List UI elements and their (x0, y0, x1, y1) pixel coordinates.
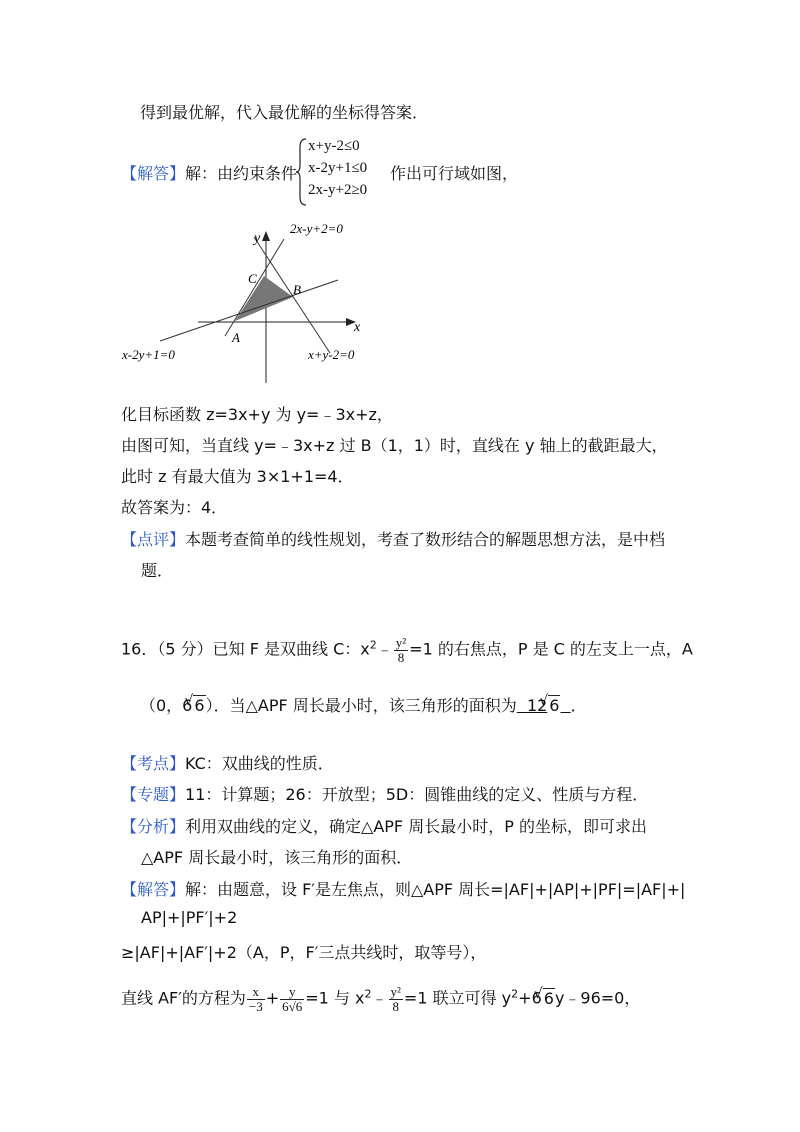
constraint-system (308, 135, 367, 201)
last-frac-1: $\frac{x}{-3}$ (248, 984, 263, 1014)
graph-label-C: C (248, 271, 257, 286)
question-16-line-1 (121, 636, 693, 664)
review-text: 本题考查简单的线性规划，考查了数形结合的解题思想方法，是中档 (185, 530, 666, 549)
review-line-2: 题． (141, 561, 174, 580)
jieda-line-3: ≥|AF|+|AF′|+2（A，P，F′三点共线时，取等号）， (121, 943, 487, 962)
graph-label-x: x (354, 320, 361, 335)
text-line-1: 得到最优解，代入最优解的坐标得答案． (140, 103, 429, 122)
last-frac-3: $\frac{\text{y²}}{8}$ (390, 984, 401, 1014)
fenxi-line (121, 814, 647, 837)
jieda-text: 解：由题意，设 F′是左焦点，则△APF 周长=|AF|+|AP|+|PF|=|AF|+| (185, 880, 686, 899)
last-line (121, 985, 640, 1013)
q16-tail: =1 的右焦点，P 是 C 的左支上一点，A (409, 639, 693, 659)
last-sq-2: 2 (511, 987, 519, 1001)
zhuanti-tag: 【专题】 (121, 785, 186, 804)
fenxi-tag: 【分析】 (121, 817, 186, 836)
last-plus: + (265, 988, 280, 1008)
jieda-tag: 【解答】 (121, 880, 186, 899)
zhuanti-text: 11：计算题；26：开放型；5D：圆锥曲线的定义、性质与方程． (185, 785, 649, 804)
para-1: 化目标函数 z=3x+y 为 y=﹣3x+z， (121, 405, 393, 424)
review-line (121, 527, 665, 550)
feasible-region-graph (118, 215, 378, 390)
para-2: 由图可知，当直线 y=﹣3x+z 过 B（1，1）时，直线在 y 轴上的截距最大， (121, 436, 668, 455)
last-minus: ﹣ (371, 988, 388, 1008)
q16-sq: 2 (369, 638, 377, 652)
question-16-line-2 (140, 693, 587, 716)
graph-label-line1: 2x-y+2=0 (290, 221, 343, 236)
jieda-line (121, 877, 685, 900)
last-pre: 直线 AF′的方程为 (121, 988, 246, 1008)
last-tail-2: +6 (518, 988, 542, 1008)
answer-line (121, 161, 297, 184)
last-mid: =1 与 x (305, 988, 365, 1008)
q16-line2-a: （0，6 (140, 696, 193, 715)
last-frac-2: $\frac{y}{6√6}$ (282, 984, 303, 1014)
graph-label-line2: x-2y+1=0 (122, 347, 175, 362)
last-tail-1: =1 联立可得 y (403, 988, 512, 1008)
q16-minus: ﹣ (376, 639, 393, 659)
q16-radical: √ 6 (193, 695, 205, 715)
zhuanti-line (121, 782, 648, 805)
constraint-3: 2x-y+2≥0 (308, 182, 368, 198)
answer-intro: 解：由约束条件 (185, 164, 298, 183)
brace (296, 137, 308, 207)
y-axis-arrow-icon (262, 231, 270, 241)
review-tag: 【点评】 (121, 530, 186, 549)
kaodian-line (121, 751, 334, 774)
answer-intro-tail: 作出可行域如图， (390, 164, 519, 183)
answer-tag: 【解答】 (121, 164, 186, 183)
line-x-2y+1 (160, 280, 338, 341)
constraint-1: x+y-2≤0 (308, 138, 360, 154)
jieda-line-2: AP|+|PF′|+2 (141, 908, 238, 927)
para-4: 故答案为：4． (121, 498, 228, 517)
q16-head: 16．（5 分）已知 F 是双曲线 C：x (121, 639, 370, 659)
kaodian-tag: 【考点】 (121, 754, 186, 773)
q16-line2-end: ． (570, 696, 587, 715)
kaodian-text: KC：双曲线的性质． (185, 754, 334, 773)
q16-frac-den: 8 (397, 649, 405, 665)
graph-label-A: A (232, 330, 240, 345)
fenxi-line-2: △APF 周长最小时，该三角形的面积． (141, 848, 413, 867)
q16-fraction (394, 636, 408, 664)
graph-label-line3: x+y-2=0 (308, 347, 355, 362)
graph-label-B: B (293, 282, 301, 297)
q16-frac-num: y² (395, 635, 407, 650)
last-radical: √ 6 (543, 988, 555, 1008)
para-3: 此时 z 有最大值为 3×1+1=4． (121, 467, 354, 486)
constraint-2: x-2y+1≤0 (308, 160, 368, 176)
last-sq: 2 (364, 987, 372, 1001)
last-tail-3: y﹣96=0， (554, 988, 641, 1008)
graph-label-y: y (254, 231, 261, 246)
q16-answer-blank: 12√ 6 (517, 696, 571, 715)
q16-line2-b: ）．当△APF 周长最小时，该三角形的面积为 (205, 696, 517, 715)
fenxi-text: 利用双曲线的定义，确定△APF 周长最小时，P 的坐标，即可求出 (185, 817, 647, 836)
